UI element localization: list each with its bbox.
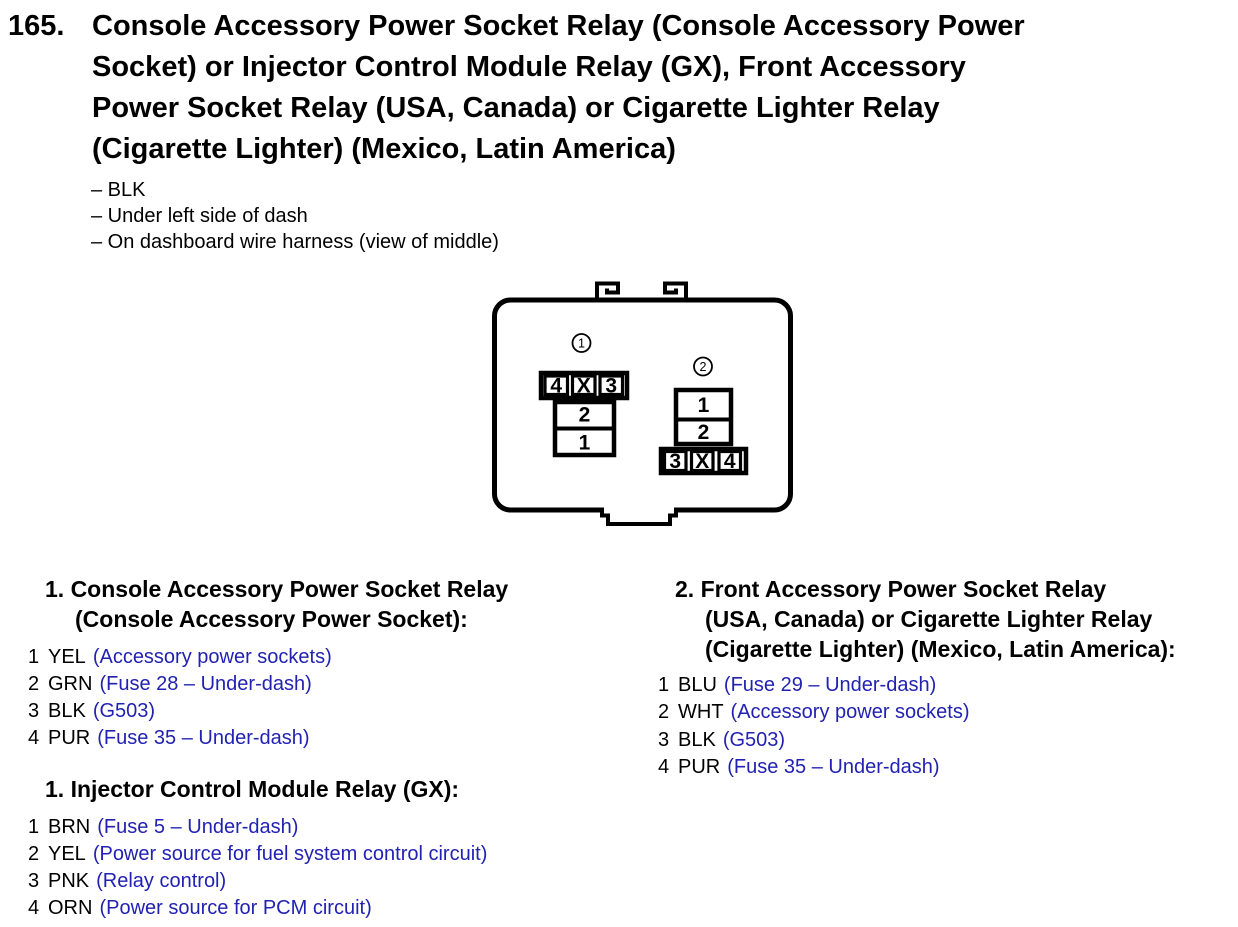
pin-row [658,672,1238,699]
pin-wire-color: ORN [48,897,93,919]
pin-row [28,644,628,671]
detail-note-harness: – On dashboard wire harness (view of middle) [91,231,499,253]
detail-notes [91,177,499,255]
pin-wire-color: GRN [48,673,93,695]
pin-wire-color: BLU [678,674,717,696]
pin-number: 1 [28,646,40,668]
connector2-cell-2-label: 2 [697,421,710,444]
connector1-callout-number: 1 [578,336,585,351]
entry-header [8,6,1025,170]
entry-title-line: Socket) or Injector Control Module Relay (GX), Front Accessory [92,51,966,83]
pin-description: (Accessory power sockets) [730,701,970,724]
pin-number: 2 [28,673,40,695]
connector1-cell-4-label: 4 [550,374,563,398]
pin-list-console [28,644,628,752]
pin-row [28,725,628,752]
pin-number: 1 [28,816,40,838]
section-front-relay [658,574,1238,781]
pin-list-front [658,672,1238,781]
relay-holder-outline [495,300,791,510]
connector2-cell-x-label: X [695,450,710,473]
section-heading-line: 1. Injector Control Module Relay (GX): [45,776,460,802]
pin-description: (Fuse 28 – Under-dash) [99,673,312,695]
pin-row [28,895,628,922]
entry-title-line: Console Accessory Power Socket Relay (Console Accessory Power [92,10,1025,42]
section-injector-relay [28,774,628,922]
connector1-cell-3-label: 3 [605,374,618,398]
pin-description: (Relay control) [96,870,227,892]
pin-description: (Accessory power sockets) [92,646,332,668]
entry-title [92,6,1025,170]
section-injector-heading [45,774,628,804]
mounting-tab-top-left [597,284,618,299]
pin-number: 4 [28,897,40,919]
pin-wire-color: YEL [48,843,86,865]
pin-description: (G503) [92,700,156,722]
pin-row [658,699,1238,726]
section-heading-line: 1. Console Accessory Power Socket Relay [45,576,509,602]
section-front-heading [675,574,1238,664]
entry-number: 165. [8,10,65,42]
pin-number: 2 [28,843,40,865]
pin-description: (Power source for fuel system control circuit) [92,843,488,865]
pin-description: (Fuse 35 – Under-dash) [97,727,310,749]
pin-list-injector [28,814,628,922]
connector1-cell-2-label: 2 [578,403,591,427]
pin-wire-color: PUR [678,755,721,778]
detail-note-color: – BLK [91,179,146,201]
connector2-cell-3-label: 3 [669,450,682,473]
section-console-heading [45,574,628,634]
pin-number: 3 [28,700,40,722]
connector2-cell-1-label: 1 [697,394,710,417]
pin-wire-color: BLK [48,700,86,722]
pin-wire-color: WHT [678,701,724,724]
section-heading-line: (Cigarette Lighter) (Mexico, Latin America): [705,636,1176,662]
pin-number: 1 [658,674,670,696]
pin-wire-color: YEL [48,646,86,668]
detail-note-location: – Under left side of dash [91,205,308,227]
pin-row [28,671,628,698]
pin-row [28,698,628,725]
connector-diagram [470,265,820,535]
connector2-callout-number: 2 [699,360,707,374]
pin-description: (G503) [722,728,786,751]
pin-description: (Fuse 35 – Under-dash) [727,755,940,778]
pin-row [28,814,628,841]
pin-number: 3 [658,728,670,751]
pin-row [658,727,1238,754]
pin-number: 2 [658,701,670,724]
bottom-edge-gap [604,506,674,517]
pin-wire-color: PNK [48,870,90,892]
pin-number: 4 [658,755,670,778]
section-heading-line: (USA, Canada) or Cigarette Lighter Relay [705,606,1153,632]
section-heading-line: (Console Accessory Power Socket): [75,606,468,632]
connector1-cell-x-label: X [576,374,591,398]
pin-row [28,868,628,895]
connector2-cell-4-label: 4 [723,450,736,473]
pin-row [28,841,628,868]
pin-number: 4 [28,727,40,749]
pin-wire-color: BRN [48,816,91,838]
entry-title-line: Power Socket Relay (USA, Canada) or Cigarette Lighter Relay [92,92,940,124]
entry-title-line: (Cigarette Lighter) (Mexico, Latin America) [92,133,676,165]
pin-description: (Power source for PCM circuit) [99,897,372,919]
pin-description: (Fuse 5 – Under-dash) [97,816,299,838]
section-heading-line: 2. Front Accessory Power Socket Relay [675,576,1107,602]
pin-row [658,754,1238,781]
pin-description: (Fuse 29 – Under-dash) [723,674,937,696]
section-console-relay [28,574,628,752]
pin-wire-color: PUR [48,727,91,749]
pin-wire-color: BLK [678,728,716,751]
pin-number: 3 [28,870,40,892]
mounting-tab-top-right [665,284,686,299]
connector1-cell-1-label: 1 [578,431,591,455]
